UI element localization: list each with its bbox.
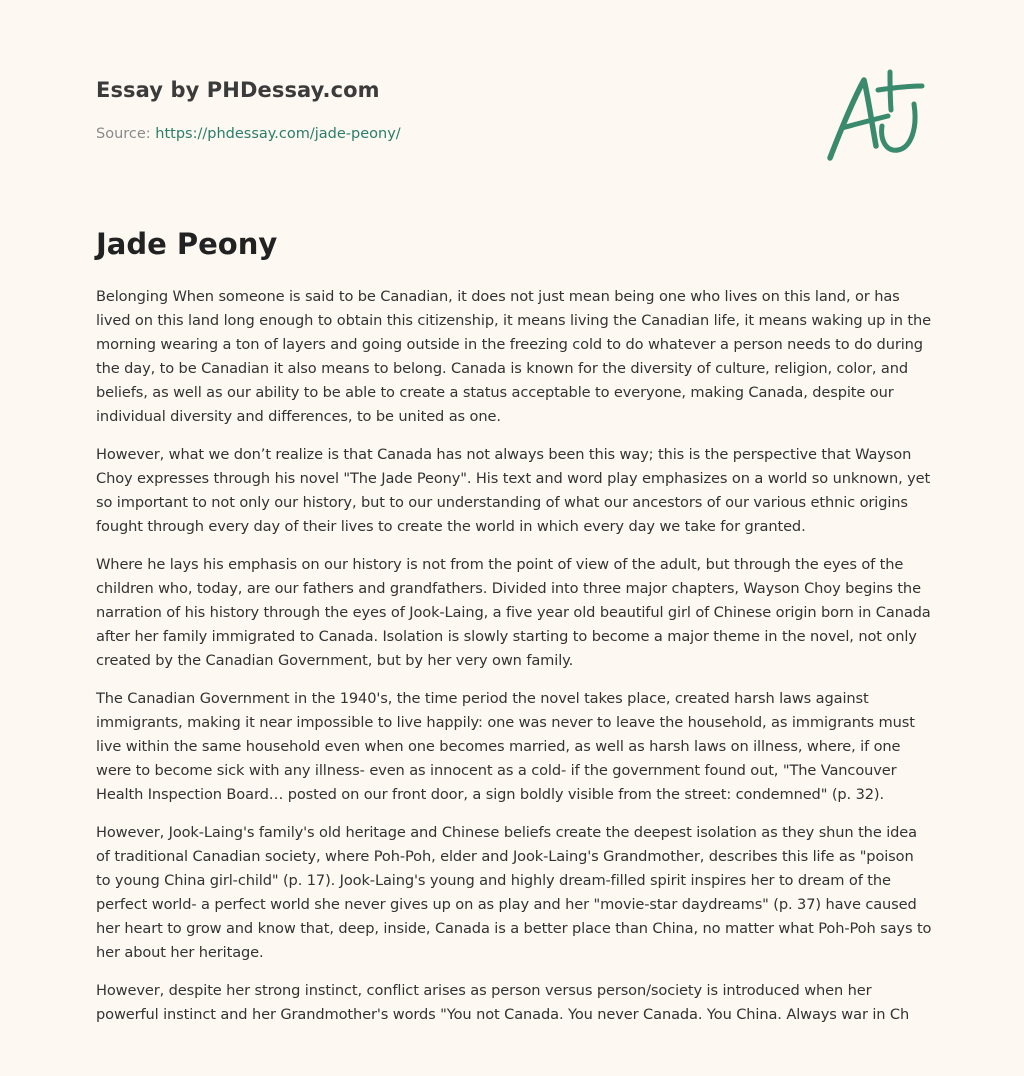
paragraph: However, Jook-Laing's family's old heritage and Chinese beliefs create the deepest isolation as they shun the idea of traditional Canadian society, where Poh-Poh, elder and Jook-Laing's Grandmother, describes this life as "poison to young China girl-child" (p. 17). Jook-Laing's young and highly dream-filled spirit inspires her to dream of the perfect world- a perfect world she never gives up on as play and her "movie-star daydreams" (p. 37) have caused her heart to grow and know that, deep, inside, Canada is a better place than China, no matter what Poh-Poh says to her about her heritage. [96,824,932,961]
essay-title: Jade Peony [96,227,278,261]
paragraph: Belonging When someone is said to be Canadian, it does not just mean being one who lives on this land, or has lived on this land long enough to obtain this citizenship, it means living the Canadian life, it means waking up in the morning wearing a ton of layers and going outside in the freezing cold to do whatever a person needs to do during the day, to be Canadian it also means to belong. Canada is known for the diversity of culture, religion, color, and beliefs, as well as our ability to be able to create a status acceptable to everyone, making Canada, despite our individual diversity and differences, to be united as one. [96,288,932,425]
a-plus-logo-icon [822,66,932,166]
paragraph: The Canadian Government in the 1940's, the time period the novel takes place, created harsh laws against immigrants, making it near impossible to live happily: one was never to leave the household, as immigrants must live within the same household even when one becomes married, as well as harsh laws on illness, where, if one were to become sick with any illness- even as innocent as a cold- if the government found out, "The Vancouver Health Inspection Board… posted on our front door, a sign boldly visible from the street: condemned" (p. 32). [96,690,915,803]
source-label: Source: [96,126,151,142]
site-brand: Essay by PHDessay.com [96,78,380,102]
paragraph: However, despite her strong instinct, conflict arises as person versus person/society is introduced when her powerful instinct and her Grandmother's words "You not Canada. You never Canada. You China. Always war in Ch [96,982,910,1023]
a-plus-logo [822,66,932,166]
source-line [96,124,796,144]
paragraph: However, what we don’t realize is that Canada has not always been this way; this is the perspective that Wayson Choy expresses through his novel "The Jade Peony". His text and word play emphasizes on a world so unknown, yet so important to not only our history, but to our understanding of what our ancestors of our various ethnic origins fought through every day of their lives to create the world in which every day we take for granted. [96,446,931,535]
paragraph: Where he lays his emphasis on our history is not from the point of view of the adult, but through the eyes of the children who, today, are our fathers and grandfathers. Divided into three major chapters, Wayson Choy begins the narration of his history through the eyes of Jook-Laing, a five year old beautiful girl of Chinese origin born in Canada after her family immigrated to Canada. Isolation is slowly starting to become a major theme in the novel, not only created by the Canadian Government, but by her very own family. [96,556,931,669]
essay-body [96,285,932,1041]
source-link[interactable]: https://phdessay.com/jade-peony/ [155,126,401,142]
header [96,76,796,144]
